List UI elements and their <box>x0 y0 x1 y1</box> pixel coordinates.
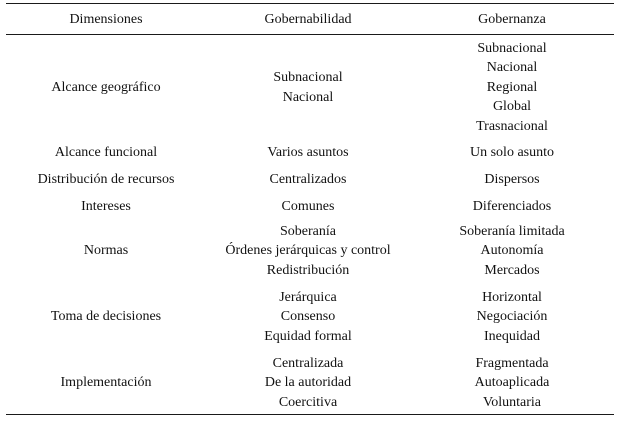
table-row <box>6 194 614 219</box>
gobernabilidad-value: Órdenes jerárquicas y control <box>225 243 391 259</box>
dimension-label: Intereses <box>81 198 131 214</box>
dimension-cell <box>6 351 206 415</box>
gobernabilidad-cell <box>206 140 410 166</box>
header-dimensiones: Dimensiones <box>69 11 143 27</box>
table-body <box>6 35 614 415</box>
gobernabilidad-value: Equidad formal <box>264 328 352 344</box>
gobernabilidad-cell <box>206 283 410 351</box>
gobernanza-value: Horizontal <box>482 289 542 305</box>
gobernanza-value: Dispersos <box>484 172 540 188</box>
gobernabilidad-cell <box>206 35 410 140</box>
gobernabilidad-value: Centralizada <box>272 355 344 371</box>
dimension-label: Normas <box>83 243 129 259</box>
table-row <box>6 166 614 194</box>
gobernanza-value: Nacional <box>486 60 538 76</box>
gobernabilidad-value: Subnacional <box>273 70 343 85</box>
dimension-cell <box>6 219 206 283</box>
gobernabilidad-value: Comunes <box>281 198 335 214</box>
table-row <box>6 140 614 166</box>
gobernanza-value: Regional <box>486 79 538 95</box>
gobernanza-cell <box>410 194 614 219</box>
header-gobernanza: Gobernanza <box>478 11 546 27</box>
dimension-cell <box>6 166 206 194</box>
gobernabilidad-value: Consenso <box>280 309 336 325</box>
gobernanza-value: Subnacional <box>477 40 547 56</box>
gobernanza-value: Un solo asunto <box>470 145 554 161</box>
gobernanza-cell <box>410 166 614 194</box>
table-row <box>6 219 614 283</box>
gobernanza-value: Fragmentada <box>475 355 549 371</box>
gobernanza-value: Autoaplicada <box>474 375 550 391</box>
dimension-cell <box>6 35 206 140</box>
dimension-label: Alcance funcional <box>54 145 158 161</box>
gobernanza-cell <box>410 219 614 283</box>
header-row <box>6 4 614 35</box>
gobernanza-cell <box>410 283 614 351</box>
gobernabilidad-value: Coercitiva <box>278 394 338 410</box>
gobernabilidad-value: Varios asuntos <box>267 145 349 161</box>
gobernanza-cell <box>410 35 614 140</box>
gobernanza-value: Inequidad <box>484 328 540 344</box>
gobernabilidad-cell <box>206 194 410 219</box>
dimension-cell <box>6 140 206 166</box>
gobernabilidad-value: Soberanía <box>280 223 336 239</box>
gobernabilidad-value: Redistribución <box>266 262 350 278</box>
table-row <box>6 35 614 140</box>
gobernanza-value: Mercados <box>484 262 540 278</box>
dimension-cell <box>6 194 206 219</box>
comparison-table <box>6 4 614 415</box>
gobernanza-value: Diferenciados <box>472 198 552 214</box>
gobernabilidad-cell <box>206 351 410 415</box>
table-row <box>6 283 614 351</box>
gobernanza-value: Trasnacional <box>476 118 548 134</box>
gobernanza-cell <box>410 351 614 415</box>
dimension-label: Distribución de recursos <box>37 172 175 188</box>
gobernanza-cell <box>410 140 614 166</box>
gobernabilidad-value: Jerárquica <box>279 289 337 305</box>
gobernanza-value: Soberanía limitada <box>459 223 565 239</box>
dimension-label: Toma de decisiones <box>50 309 162 325</box>
header-gobernabilidad: Gobernabilidad <box>264 11 352 27</box>
gobernanza-value: Global <box>492 99 532 115</box>
dimension-label: Implementación <box>60 375 152 391</box>
gobernabilidad-value: Nacional <box>282 89 334 105</box>
gobernanza-value: Autonomía <box>480 243 544 259</box>
gobernabilidad-value: Centralizados <box>269 172 347 188</box>
gobernabilidad-value: De la autoridad <box>264 375 352 391</box>
gobernanza-value: Negociación <box>476 309 548 325</box>
gobernabilidad-cell <box>206 166 410 194</box>
dimension-label: Alcance geográfico <box>51 79 161 95</box>
dimension-cell <box>6 283 206 351</box>
gobernanza-value: Voluntaria <box>482 394 542 410</box>
gobernabilidad-cell <box>206 219 410 283</box>
table-row <box>6 351 614 415</box>
